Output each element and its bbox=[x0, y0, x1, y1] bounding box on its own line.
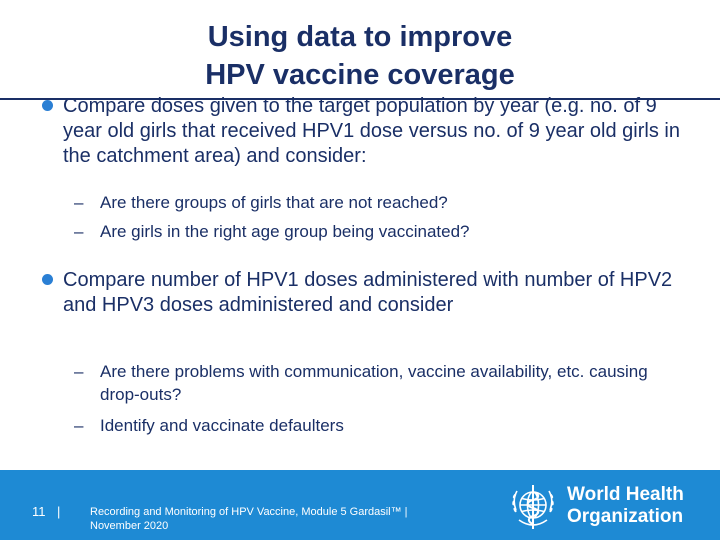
dash-marker-icon: – bbox=[74, 362, 84, 381]
sub-bullet-text: Identify and vaccinate defaulters bbox=[100, 416, 344, 435]
footer-text-line-2: November 2020 bbox=[90, 520, 169, 532]
dash-marker-icon: – bbox=[74, 193, 84, 212]
sub-bullet-text: Are there groups of girls that are not reached? bbox=[100, 193, 448, 212]
who-emblem-icon bbox=[506, 480, 560, 534]
footer-text bbox=[90, 505, 450, 533]
slide-title-line-1: Using data to improve bbox=[207, 21, 513, 53]
bullet-dot-icon bbox=[42, 274, 53, 285]
page-number: 11 bbox=[32, 504, 46, 519]
dash-marker-icon: – bbox=[74, 416, 84, 435]
bullet-text: Compare doses given to the target population by year (e.g. no. of 9 year old girls that received HPV1 dose versus no. of 9 year old girls in the catchment area) and consider: bbox=[63, 95, 680, 167]
slide-title-line-2: HPV vaccine coverage bbox=[205, 59, 515, 91]
bullet-dot-icon bbox=[42, 100, 53, 111]
dash-marker-icon: – bbox=[74, 222, 84, 241]
who-logo-line-1: World Health bbox=[567, 484, 684, 505]
who-logo bbox=[506, 476, 716, 536]
bullet-text: Compare number of HPV1 doses administered with number of HPV2 and HPV3 doses administered and consider bbox=[63, 269, 673, 316]
sub-bullet-text: Are there problems with communication, vaccine availability, etc. causing drop-outs? bbox=[100, 362, 648, 404]
footer-text-line-1: Recording and Monitoring of HPV Vaccine, Module 5 Gardasil™ | bbox=[90, 506, 408, 518]
footer-separator: | bbox=[57, 504, 61, 519]
sub-bullet-text: Are girls in the right age group being vaccinated? bbox=[100, 222, 470, 241]
slide-footer bbox=[0, 470, 720, 540]
who-logo-line-2: Organization bbox=[567, 506, 684, 527]
